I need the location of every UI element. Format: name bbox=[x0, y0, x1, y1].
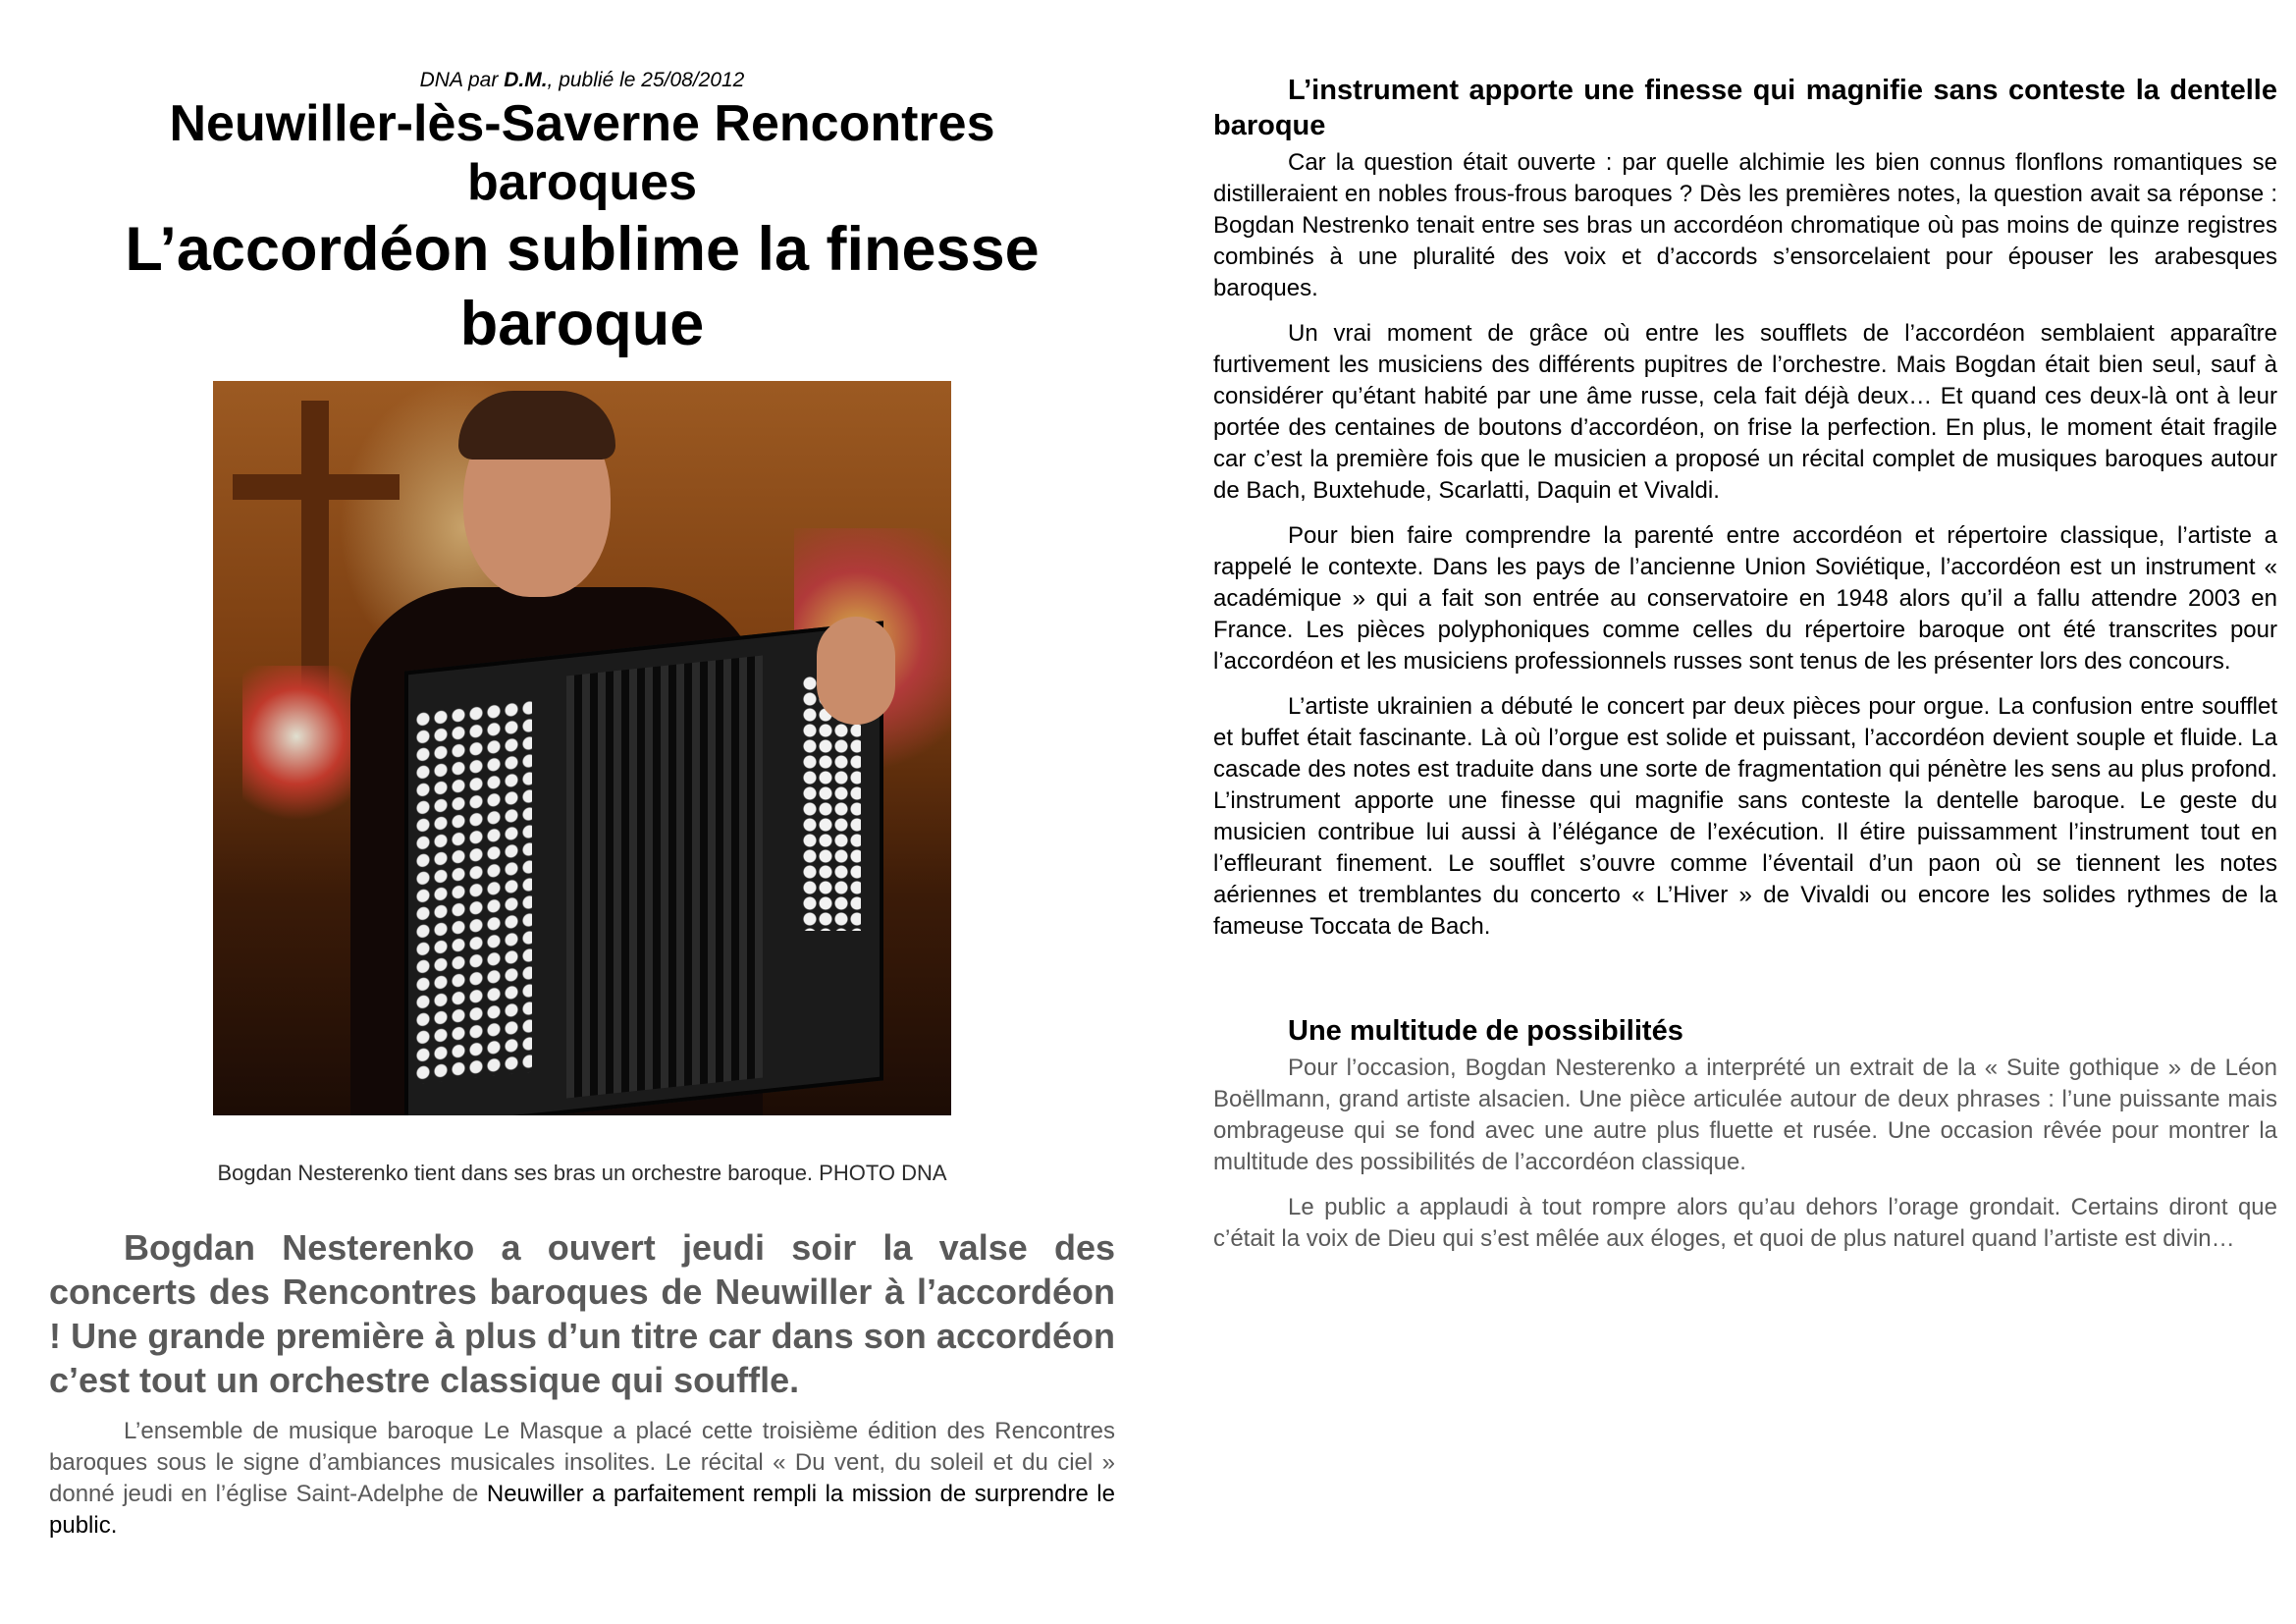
section2-heading: Une multitude de possibilités bbox=[1288, 1015, 1683, 1047]
byline-source: DNA par bbox=[419, 69, 505, 91]
byline-date: , publié le 25/08/2012 bbox=[547, 69, 745, 91]
section1-paragraph-4: L’artiste ukrainien a débuté le concert par deux pièces pour orgue. La confusion entre soufflet et buffet était fascinante. Là où l’orgue est solide et puissant, l’accordéon devient souple et fluide. La cascade des notes est traduite dans une sorte de fragmentation qui pénètre les sens au plus profond. L’instrument apporte une finesse qui magnifie sans conteste la dentelle baroque. Le geste du musicien contribue lui aussi à l’élégance de l’exécution. Il étire puissamment l’instrument tout en l’effleurant finement. Le soufflet s’ouvre comme l’éventail d’un paon où se tiennent les notes aériennes et tremblantes du concerto « L’Hiver » de Vivaldi ou encore les solides rythmes de la fameuse Toccata de Bach. bbox=[1213, 693, 2277, 940]
intro-text-grey: L’ensemble de musique baroque Le Masque a placé cette troisième édition des Rencontres baroques sous le signe d’ambiances musicales insolites. Le récital « Du vent, du soleil et du ciel » donné jeudi en l’église Saint-Adelphe de bbox=[49, 1418, 1115, 1507]
accordion-bellows-shape bbox=[566, 655, 763, 1098]
accordion-buttons-shape bbox=[414, 699, 532, 1085]
kicker: Neuwiller-lès-Saverne Rencontres baroques bbox=[169, 95, 995, 211]
crucifix-bar-shape bbox=[233, 474, 400, 500]
intro-paragraph bbox=[49, 1416, 1115, 1542]
lead-paragraph: Bogdan Nesterenko a ouvert jeudi soir la valse des concerts des Rencontres baroques de Neuwiller à l’accordéon ! Une grande première à plus d’un titre car dans son accordéon c’est tout un orchestre classique qui souffle. bbox=[49, 1227, 1115, 1400]
musician-hand-shape bbox=[817, 617, 895, 725]
section1-heading: L’instrument apporte une finesse qui magnifie sans conteste la dentelle baroque bbox=[1213, 75, 2277, 141]
photo-caption: Bogdan Nesterenko tient dans ses bras un orchestre baroque. PHOTO DNA bbox=[217, 1161, 947, 1185]
section1-paragraph-2: Un vrai moment de grâce où entre les soufflets de l’accordéon semblaient apparaître furtivement les musiciens des différents pupitres de l’orchestre. Mais Bogdan était bien seul, sauf à considérer qu’étant habité par une âme russe, cela fait déjà deux… Et quand ces deux-là ont à leur portée des centaines de boutons d’accordéon, on frise la perfection. En plus, le moment était fragile car c’est la première fois que le musicien a proposé un récital complet de musiques baroques autour de Bach, Buxtehude, Scarlatti, Daquin et Vivaldi. bbox=[1213, 320, 2277, 504]
right-column bbox=[1213, 73, 2277, 1255]
musician-hair-shape bbox=[458, 391, 615, 460]
flowers-left-shape bbox=[242, 666, 350, 842]
intro-text-black: Neuwiller a parfaitement rempli la mission de surprendre le public. bbox=[49, 1481, 1115, 1539]
byline-author: D.M. bbox=[504, 69, 548, 91]
section1-paragraph-1: Car la question était ouverte : par quelle alchimie les bien connus flonflons romantiques se distilleraient en nobles frous-frous baroques ? Dès les premières notes, la question avait sa réponse : Bogdan Nestrenko tenait entre ses bras un accordéon chromatique où pas moins de quinze registres combinés à une pluralité des voix et d’accords s’ensorcelaient pour épouser les arabesques baroques. bbox=[1213, 149, 2277, 301]
byline bbox=[49, 69, 1115, 92]
section2-paragraph-2: Le public a applaudi à tout rompre alors qu’au dehors l’orage grondait. Certains diront que c’était la voix de Dieu qui s’est mêlée aux éloges, et quoi de plus naturel quand l’artiste est divin… bbox=[1213, 1194, 2277, 1252]
headline: L’accordéon sublime la finesse baroque bbox=[125, 215, 1040, 358]
section2-paragraph-1: Pour l’occasion, Bogdan Nesterenko a interprété un extrait de la « Suite gothique » de Léon Boëllmann, grand artiste alsacien. Une pièce articulée autour de deux phrases : l’une puissante mais ombrageuse qui se fond avec une autre plus fluette et rusée. Une occasion rêvée pour montrer la multitude des possibilités de l’accordéon classique. bbox=[1213, 1055, 2277, 1175]
section1-paragraph-3: Pour bien faire comprendre la parenté entre accordéon et répertoire classique, l’artiste a rappelé le contexte. Dans les pays de l’ancienne Union Soviétique, l’accordéon est un instrument « académique » qui a fait son entrée au conservatoire en 1948 alors qu’il a fallu attendre 2003 en France. Les pièces polyphoniques comme celles du répertoire baroque ont été transcrites pour l’accordéon et les musiciens professionnels russes sont tenus de les présenter lors des concours. bbox=[1213, 522, 2277, 675]
accordionist-photo bbox=[213, 381, 951, 1115]
section-spacer bbox=[1213, 943, 2277, 1013]
left-column bbox=[49, 69, 1115, 1542]
